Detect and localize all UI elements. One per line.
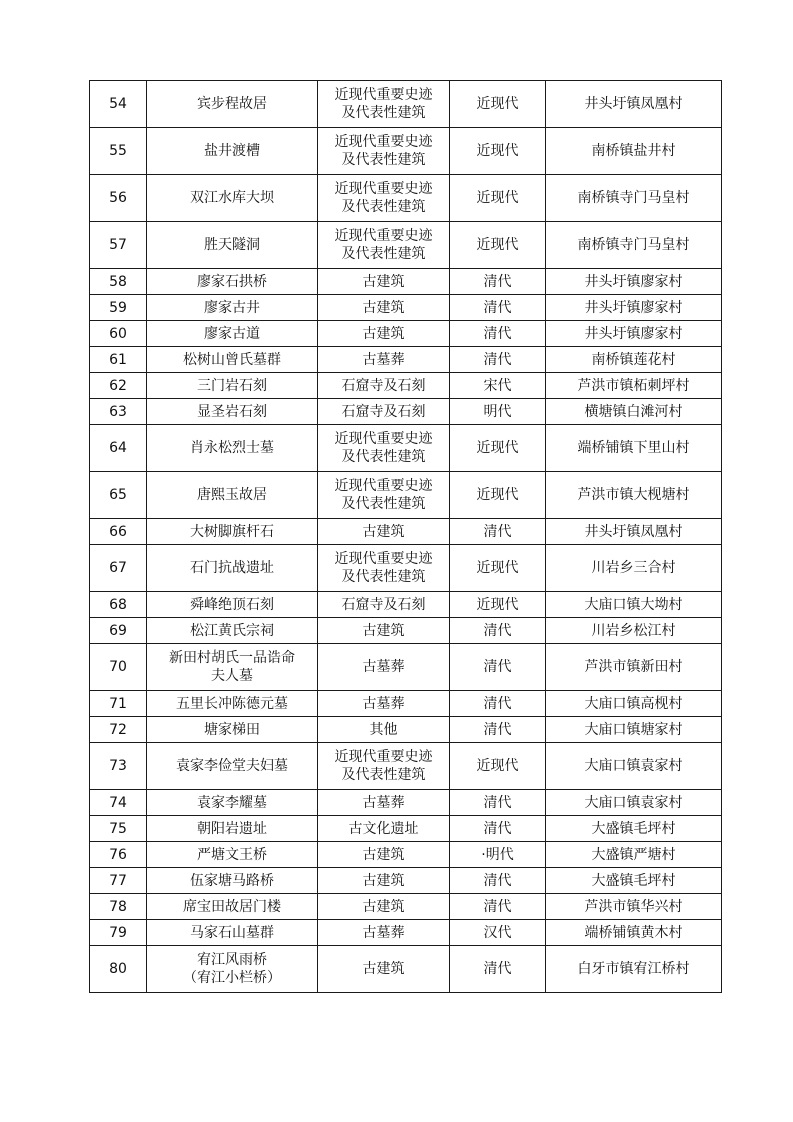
site-name-cell: 伍家塘马路桥 [147, 868, 318, 894]
site-name-cell: 大树脚旗杆石 [147, 519, 318, 545]
site-location-cell: 南桥镇莲花村 [546, 347, 722, 373]
table-body [90, 81, 722, 993]
site-location-cell: 南桥镇寺门马皇村 [546, 175, 722, 222]
table-row [90, 743, 722, 790]
row-number-cell: 75 [90, 816, 147, 842]
site-location-cell: 端桥铺镇黄木村 [546, 920, 722, 946]
row-number-cell: 76 [90, 842, 147, 868]
site-name-cell: 袁家李俭堂夫妇墓 [147, 743, 318, 790]
table-row [90, 519, 722, 545]
site-name-cell: 唐熙玉故居 [147, 472, 318, 519]
row-number-cell: 66 [90, 519, 147, 545]
table-row [90, 644, 722, 691]
site-name-cell: 五里长冲陈德元墓 [147, 691, 318, 717]
site-era-cell: 宋代 [450, 373, 546, 399]
site-category-cell: 古建筑 [318, 894, 450, 920]
site-era-cell: 近现代 [450, 425, 546, 472]
table-row [90, 175, 722, 222]
site-era-cell: 清代 [450, 644, 546, 691]
site-location-cell: 白牙市镇宥江桥村 [546, 946, 722, 993]
table-row [90, 592, 722, 618]
site-name-cell: 舜峰绝顶石刻 [147, 592, 318, 618]
row-number-cell: 58 [90, 269, 147, 295]
site-era-cell: 汉代 [450, 920, 546, 946]
table-row [90, 691, 722, 717]
site-era-cell: 清代 [450, 618, 546, 644]
site-category-cell: 石窟寺及石刻 [318, 373, 450, 399]
row-number-cell: 68 [90, 592, 147, 618]
site-location-cell: 芦洪市镇柘刺坪村 [546, 373, 722, 399]
site-name-cell: 廖家古道 [147, 321, 318, 347]
table-row [90, 321, 722, 347]
site-location-cell: 井头圩镇凤凰村 [546, 81, 722, 128]
row-number-cell: 79 [90, 920, 147, 946]
site-category-cell: 古墓葬 [318, 691, 450, 717]
site-category-cell: 古建筑 [318, 321, 450, 347]
table-row [90, 472, 722, 519]
row-number-cell: 62 [90, 373, 147, 399]
site-location-cell: 大庙口镇塘家村 [546, 717, 722, 743]
site-name-cell: 袁家李耀墓 [147, 790, 318, 816]
site-era-cell: 近现代 [450, 592, 546, 618]
site-name-cell: 严塘文王桥 [147, 842, 318, 868]
site-name-cell: 宾步程故居 [147, 81, 318, 128]
heritage-sites-table [89, 80, 722, 993]
site-name-cell: 三门岩石刻 [147, 373, 318, 399]
site-era-cell: ·明代 [450, 842, 546, 868]
site-category-cell: 古建筑 [318, 842, 450, 868]
table-row [90, 816, 722, 842]
site-location-cell: 大庙口镇袁家村 [546, 743, 722, 790]
site-name-cell: 塘家梯田 [147, 717, 318, 743]
site-location-cell: 井头圩镇廖家村 [546, 321, 722, 347]
site-category-cell: 古建筑 [318, 868, 450, 894]
table-row [90, 425, 722, 472]
site-name-cell: 席宝田故居门楼 [147, 894, 318, 920]
site-name-cell: 朝阳岩遗址 [147, 816, 318, 842]
table-row [90, 618, 722, 644]
row-number-cell: 77 [90, 868, 147, 894]
site-category-cell: 近现代重要史迹 及代表性建筑 [318, 81, 450, 128]
site-name-cell: 胜天隧洞 [147, 222, 318, 269]
table-row [90, 399, 722, 425]
table-row [90, 347, 722, 373]
site-name-cell: 双江水库大坝 [147, 175, 318, 222]
site-location-cell: 南桥镇盐井村 [546, 128, 722, 175]
site-era-cell: 清代 [450, 790, 546, 816]
site-location-cell: 芦洪市镇大枧塘村 [546, 472, 722, 519]
row-number-cell: 67 [90, 545, 147, 592]
site-location-cell: 井头圩镇廖家村 [546, 269, 722, 295]
table-row [90, 894, 722, 920]
site-name-cell: 宥江风雨桥 （宥江小栏桥） [147, 946, 318, 993]
site-category-cell: 其他 [318, 717, 450, 743]
site-location-cell: 大庙口镇高枧村 [546, 691, 722, 717]
row-number-cell: 74 [90, 790, 147, 816]
table-row [90, 373, 722, 399]
site-era-cell: 近现代 [450, 175, 546, 222]
row-number-cell: 55 [90, 128, 147, 175]
site-location-cell: 川岩乡三合村 [546, 545, 722, 592]
site-era-cell: 清代 [450, 894, 546, 920]
site-location-cell: 端桥铺镇下里山村 [546, 425, 722, 472]
site-location-cell: 南桥镇寺门马皇村 [546, 222, 722, 269]
site-location-cell: 大庙口镇袁家村 [546, 790, 722, 816]
site-era-cell: 清代 [450, 816, 546, 842]
site-location-cell: 大盛镇毛坪村 [546, 868, 722, 894]
row-number-cell: 78 [90, 894, 147, 920]
site-category-cell: 石窟寺及石刻 [318, 399, 450, 425]
site-era-cell: 清代 [450, 868, 546, 894]
row-number-cell: 69 [90, 618, 147, 644]
site-era-cell: 清代 [450, 717, 546, 743]
site-era-cell: 清代 [450, 295, 546, 321]
table-row [90, 81, 722, 128]
site-era-cell: 清代 [450, 691, 546, 717]
table-row [90, 946, 722, 993]
row-number-cell: 57 [90, 222, 147, 269]
site-location-cell: 横塘镇白滩河村 [546, 399, 722, 425]
site-category-cell: 近现代重要史迹 及代表性建筑 [318, 425, 450, 472]
row-number-cell: 64 [90, 425, 147, 472]
site-era-cell: 清代 [450, 946, 546, 993]
site-category-cell: 近现代重要史迹 及代表性建筑 [318, 128, 450, 175]
site-category-cell: 古文化遗址 [318, 816, 450, 842]
site-era-cell: 清代 [450, 269, 546, 295]
row-number-cell: 54 [90, 81, 147, 128]
site-location-cell: 芦洪市镇华兴村 [546, 894, 722, 920]
site-category-cell: 近现代重要史迹 及代表性建筑 [318, 743, 450, 790]
row-number-cell: 56 [90, 175, 147, 222]
site-category-cell: 古建筑 [318, 946, 450, 993]
site-location-cell: 大盛镇毛坪村 [546, 816, 722, 842]
site-category-cell: 古建筑 [318, 269, 450, 295]
site-category-cell: 石窟寺及石刻 [318, 592, 450, 618]
site-location-cell: 大庙口镇大坳村 [546, 592, 722, 618]
site-name-cell: 松树山曾氏墓群 [147, 347, 318, 373]
table-row [90, 868, 722, 894]
site-category-cell: 近现代重要史迹 及代表性建筑 [318, 175, 450, 222]
site-era-cell: 清代 [450, 347, 546, 373]
site-category-cell: 近现代重要史迹 及代表性建筑 [318, 222, 450, 269]
row-number-cell: 71 [90, 691, 147, 717]
site-name-cell: 廖家石拱桥 [147, 269, 318, 295]
site-location-cell: 川岩乡松江村 [546, 618, 722, 644]
site-location-cell: 芦洪市镇新田村 [546, 644, 722, 691]
table-row [90, 790, 722, 816]
site-era-cell: 近现代 [450, 81, 546, 128]
site-name-cell: 新田村胡氏一品诰命 夫人墓 [147, 644, 318, 691]
row-number-cell: 72 [90, 717, 147, 743]
row-number-cell: 60 [90, 321, 147, 347]
table-row [90, 920, 722, 946]
site-era-cell: 近现代 [450, 545, 546, 592]
site-category-cell: 近现代重要史迹 及代表性建筑 [318, 545, 450, 592]
site-name-cell: 廖家古井 [147, 295, 318, 321]
site-name-cell: 肖永松烈士墓 [147, 425, 318, 472]
site-era-cell: 清代 [450, 321, 546, 347]
table-row [90, 222, 722, 269]
row-number-cell: 59 [90, 295, 147, 321]
site-category-cell: 古墓葬 [318, 790, 450, 816]
site-name-cell: 马家石山墓群 [147, 920, 318, 946]
site-location-cell: 大盛镇严塘村 [546, 842, 722, 868]
site-category-cell: 近现代重要史迹 及代表性建筑 [318, 472, 450, 519]
site-era-cell: 近现代 [450, 743, 546, 790]
site-era-cell: 近现代 [450, 472, 546, 519]
site-category-cell: 古建筑 [318, 295, 450, 321]
site-category-cell: 古建筑 [318, 519, 450, 545]
row-number-cell: 63 [90, 399, 147, 425]
site-name-cell: 松江黄氏宗祠 [147, 618, 318, 644]
row-number-cell: 61 [90, 347, 147, 373]
table-row [90, 717, 722, 743]
table-row [90, 128, 722, 175]
site-location-cell: 井头圩镇廖家村 [546, 295, 722, 321]
row-number-cell: 73 [90, 743, 147, 790]
site-name-cell: 石门抗战遗址 [147, 545, 318, 592]
table-row [90, 842, 722, 868]
site-era-cell: 清代 [450, 519, 546, 545]
site-era-cell: 近现代 [450, 222, 546, 269]
table-row [90, 295, 722, 321]
site-location-cell: 井头圩镇凤凰村 [546, 519, 722, 545]
site-era-cell: 明代 [450, 399, 546, 425]
row-number-cell: 80 [90, 946, 147, 993]
site-name-cell: 显圣岩石刻 [147, 399, 318, 425]
site-name-cell: 盐井渡槽 [147, 128, 318, 175]
table-row [90, 545, 722, 592]
site-category-cell: 古建筑 [318, 618, 450, 644]
site-era-cell: 近现代 [450, 128, 546, 175]
row-number-cell: 65 [90, 472, 147, 519]
row-number-cell: 70 [90, 644, 147, 691]
site-category-cell: 古墓葬 [318, 644, 450, 691]
table-row [90, 269, 722, 295]
site-category-cell: 古墓葬 [318, 347, 450, 373]
site-category-cell: 古墓葬 [318, 920, 450, 946]
